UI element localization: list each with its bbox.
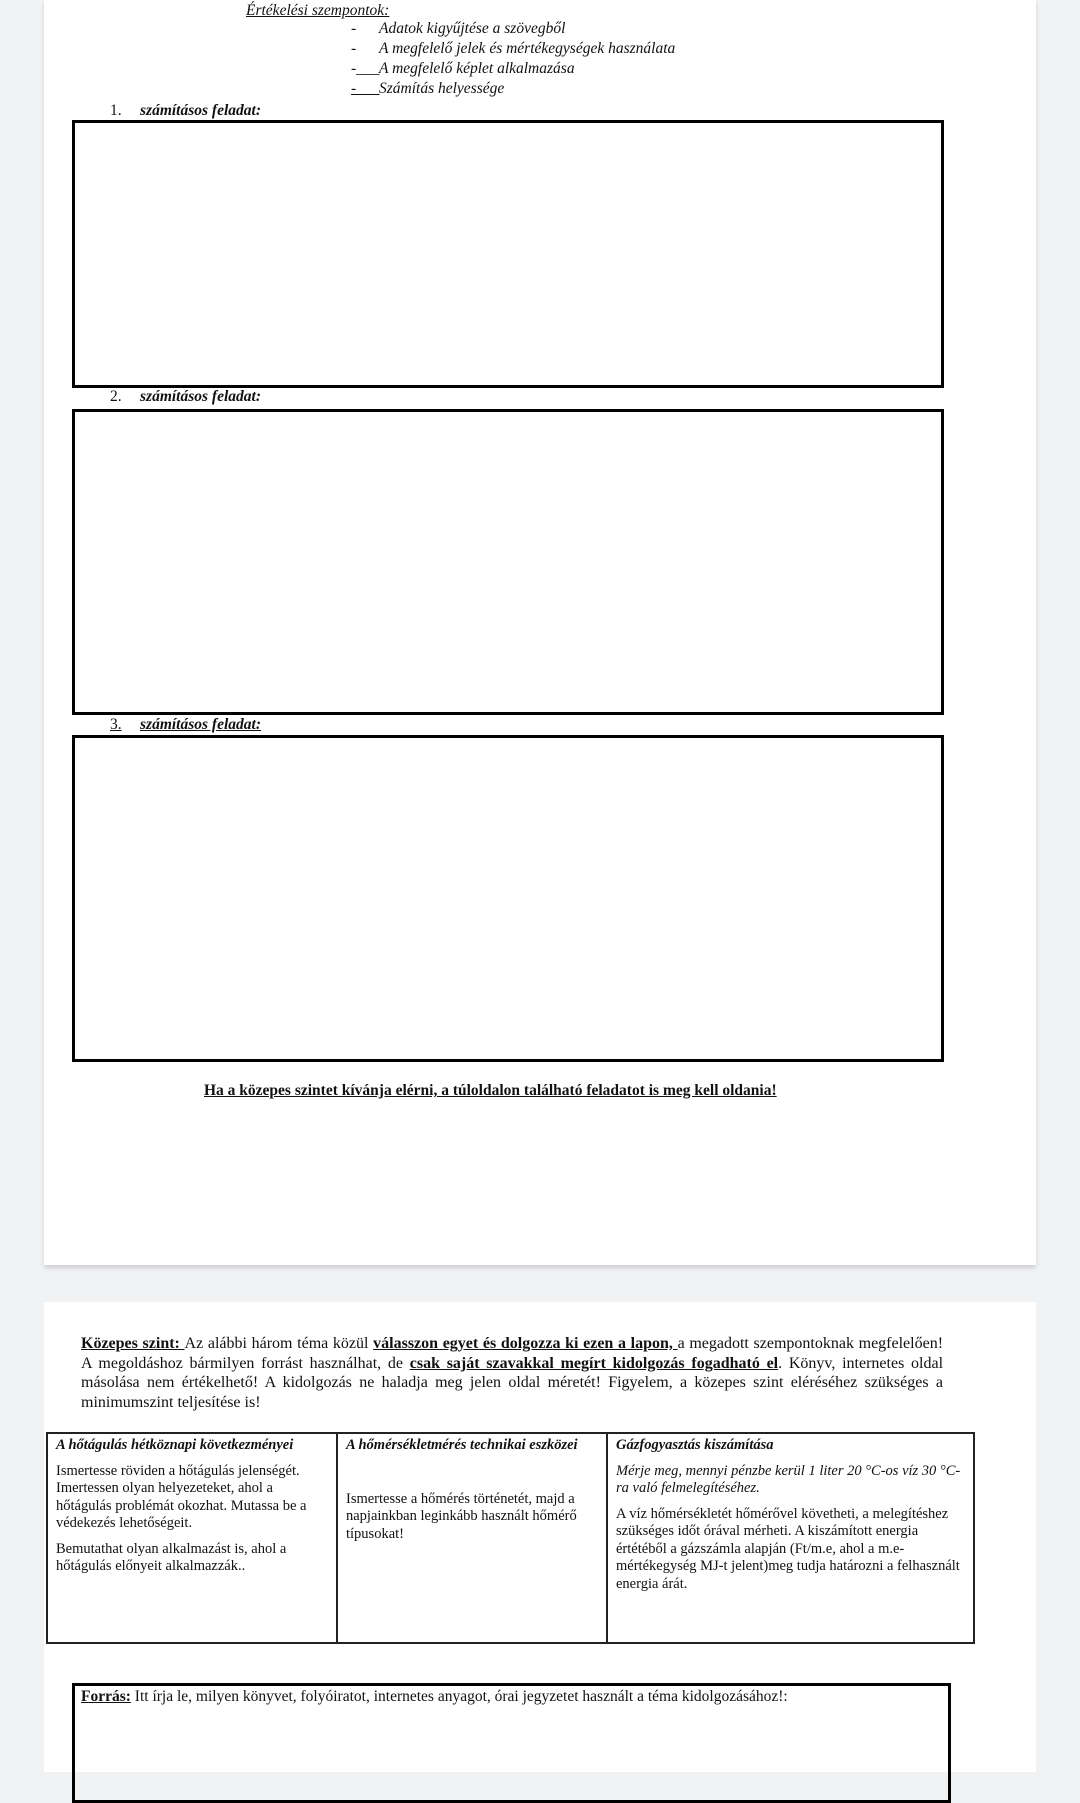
topic-temperature-measurement: A hőmérsékletmérés technikai eszközei Ismertesse a hőmérés történetét, majd a napjainkban leginkább használt hőmérő típusokat! — [337, 1433, 607, 1643]
task-3-answer-box[interactable] — [72, 735, 944, 1062]
task-2-answer-box[interactable] — [72, 409, 944, 715]
topic-gas-consumption: Gázfogyasztás kiszámítása Mérje meg, mennyi pénzbe kerül 1 liter 20 °C-os víz 30 °C-ra való felmelegítéséhez. A víz hőmérsékletét hőmérővel követheti, a melegítéshez szükséges időt órával mérheti. A kiszámított energia értétéből a gázszámla alapján (Ft/m.e, ahol a m.e-mértékegység MJ-t jelent)meg tudja határozni a felhasznált energia árát. — [607, 1433, 974, 1643]
source-instruction: Itt írja le, milyen könyvet, folyóiratot, internetes anyagot, órai jegyzetet használt a téma kidolgozásához!: — [130, 1688, 788, 1705]
document-page-1: Értékelési szempontok: - Adatok kigyűjtése a szövegből - A megfelelő jelek és mértékegységek használata -___ A megfelelő képlet alkalmazása -___ Számítás helyessége 1. számításos feladat: 2. számításos feladat: 3. számításos feladat: Ha a közepes szintet kívánja elérni, a túloldalon található feladatot is meg kell oldania! — [44, 0, 1036, 1265]
criteria-title: Értékelési szempontok: — [246, 2, 390, 19]
document-page-2 — [44, 1302, 1036, 1772]
task-1-answer-box[interactable] — [72, 120, 944, 388]
source-label: Forrás: — [81, 1688, 131, 1705]
intermediate-instructions: Közepes szint: Az alábbi három téma közül válasszon egyet és dolgozza ki ezen a lapon, a megadott szempontoknak megfelelően! A megoldáshoz bármilyen forrást használhat, de csak saját szavakkal megírt kidolgozás fogadható el. Könyv, internetes oldal másolása nem értékelhető! A kidolgozás ne haladja meg jelen oldal méretét! Figyelem, a közepes szint eléréséhez szükséges a minimumszint teljesítése is! — [81, 1335, 944, 1411]
topics-table — [46, 1432, 975, 1644]
intermediate-level-notice: Ha a közepes szintet kívánja elérni, a túloldalon található feladatot is meg kell oldania! — [204, 1082, 777, 1099]
source-box[interactable] — [72, 1683, 951, 1803]
topic-thermal-expansion: A hőtágulás hétköznapi következményei Ismertesse röviden a hőtágulás jelenségét. Imertessen olyan helyezeteket, ahol a hőtágulás problémát okozhat. Mutassa be a védekezés lehetőségeit. Bemutathat olyan alkalmazást is, ahol a hőtágulás előnyeit alkalmazzák.. — [47, 1433, 337, 1643]
